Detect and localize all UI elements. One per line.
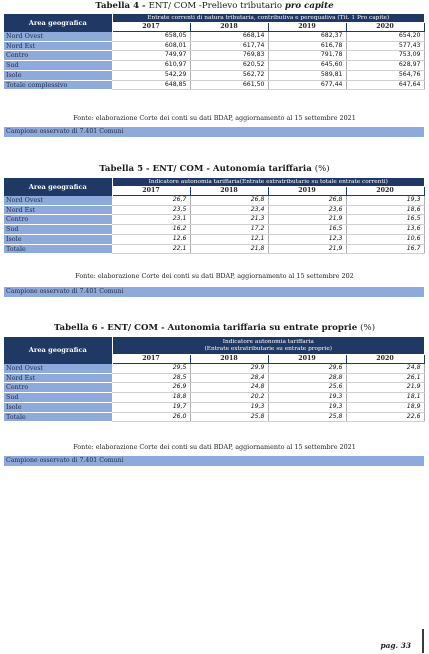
indicator-header-line: Indicatore autonomia tariffaria	[222, 338, 314, 345]
table-cell: 677,44	[268, 80, 346, 90]
table-row	[4, 244, 424, 254]
row-label: Nord Est	[4, 373, 112, 383]
table-cell: 564,76	[346, 70, 424, 80]
row-label: Sud	[4, 225, 112, 235]
table-cell: 29,6	[268, 364, 346, 374]
year-header: 2017	[112, 23, 190, 32]
table-row	[4, 393, 424, 403]
table-6-sample-note: Campione osservato di 7.401 Comuni	[4, 456, 424, 466]
year-header: 2019	[268, 355, 346, 364]
area-column-header: Area geografica	[4, 14, 112, 32]
table-row	[4, 80, 424, 90]
table-cell: 645,60	[268, 61, 346, 71]
table-4-title-prefix: Tabella 4 -	[95, 1, 149, 11]
table-cell: 12,3	[268, 234, 346, 244]
row-label: Totale	[4, 412, 112, 422]
year-header: 2018	[190, 355, 268, 364]
table-cell: 16,5	[346, 215, 424, 225]
area-column-header: Area geografica	[4, 337, 112, 364]
table-cell: 682,37	[268, 32, 346, 42]
table-5-sample-note: Campione osservato di 7.401 Comuni	[4, 287, 424, 297]
table-row	[4, 412, 424, 422]
table-6-title-prefix: Tabella 6 -	[53, 323, 108, 333]
table-cell: 661,50	[190, 80, 268, 90]
table-cell: 616,78	[268, 41, 346, 51]
year-header: 2020	[346, 355, 424, 364]
row-label: Nord Ovest	[4, 196, 112, 206]
row-label: Centro	[4, 383, 112, 393]
row-label: Isole	[4, 234, 112, 244]
table-row	[4, 61, 424, 71]
table-cell: 542,29	[112, 70, 190, 80]
table-cell: 648,85	[112, 80, 190, 90]
indicator-header-line: Entrate correnti di natura tributaria, contributiva e perequativa (Tit. 1 Pro capite)	[147, 14, 390, 21]
table-cell: 610,97	[112, 61, 190, 71]
table-4-sample-note: Campione osservato di 7.401 Comuni	[4, 127, 424, 137]
year-header: 2018	[190, 187, 268, 196]
table-row	[4, 225, 424, 235]
table-cell: 749,97	[112, 51, 190, 61]
table-cell: 18,9	[346, 402, 424, 412]
table-4-title-main: ENT/ COM -Prelievo tributario	[148, 1, 285, 11]
table-5	[4, 178, 425, 254]
table-cell: 28,4	[190, 373, 268, 383]
table-cell: 17,2	[190, 225, 268, 235]
year-header: 2018	[190, 23, 268, 32]
table-row	[4, 373, 424, 383]
row-label: Nord Ovest	[4, 364, 112, 374]
table-cell: 20,2	[190, 393, 268, 403]
table-row	[4, 41, 424, 51]
table-cell: 19,7	[112, 402, 190, 412]
table-cell: 24,8	[190, 383, 268, 393]
indicator-header-line: Indicatore autonomia tariffaria(Entrate extratributarie su totale entrate correnti)	[148, 178, 388, 185]
table-row	[4, 196, 424, 206]
table-cell: 668,14	[190, 32, 268, 42]
table-cell: 26,8	[190, 196, 268, 206]
row-label: Nord Est	[4, 41, 112, 51]
table-cell: 25,8	[268, 412, 346, 422]
table-5-title-prefix: Tabella 5 -	[99, 164, 153, 174]
row-label: Isole	[4, 402, 112, 412]
table-cell: 28,5	[112, 373, 190, 383]
row-label: Totale	[4, 244, 112, 254]
area-column-header: Area geografica	[4, 178, 112, 196]
indicator-header	[112, 14, 424, 23]
table-cell: 10,6	[346, 234, 424, 244]
row-label: Totale complessivo	[4, 80, 112, 90]
table-row	[4, 364, 424, 374]
year-header: 2017	[112, 187, 190, 196]
row-label: Centro	[4, 51, 112, 61]
table-cell: 753,09	[346, 51, 424, 61]
table-cell: 21,9	[268, 215, 346, 225]
table-cell: 26,1	[346, 373, 424, 383]
table-row	[4, 215, 424, 225]
table-row	[4, 383, 424, 393]
row-label: Nord Est	[4, 205, 112, 215]
page-number-rule	[422, 629, 424, 653]
table-cell: 13,6	[346, 225, 424, 235]
table-cell: 577,43	[346, 41, 424, 51]
indicator-header	[112, 178, 424, 187]
table-4-title-italic: pro capite	[284, 1, 334, 11]
table-row	[4, 51, 424, 61]
table-cell: 769,83	[190, 51, 268, 61]
row-label: Sud	[4, 61, 112, 71]
indicator-header-line: (Entrate extratributarie su entrate proprie)	[204, 345, 333, 352]
table-cell: 791,78	[268, 51, 346, 61]
table-cell: 22,6	[346, 412, 424, 422]
table-row	[4, 205, 424, 215]
table-5-title-main: ENT/ COM - Autonomia tariffaria	[152, 164, 315, 174]
table-4-title	[0, 1, 429, 11]
indicator-header	[112, 337, 424, 355]
table-cell: 12,1	[190, 234, 268, 244]
table-cell: 19,3	[346, 196, 424, 206]
table-cell: 29,9	[190, 364, 268, 374]
table-cell: 28,8	[268, 373, 346, 383]
table-4-source: Fonte: elaborazione Corte dei conti su dati BDAP, aggiornamento al 15 settembre 2021	[73, 114, 356, 122]
table-cell: 620,52	[190, 61, 268, 71]
year-header: 2020	[346, 23, 424, 32]
table-4	[4, 14, 425, 90]
row-label: Centro	[4, 215, 112, 225]
table-5-title-suffix: (%)	[314, 164, 330, 174]
table-6	[4, 337, 425, 422]
table-cell: 22,1	[112, 244, 190, 254]
table-row	[4, 402, 424, 412]
table-cell: 23,4	[190, 205, 268, 215]
table-cell: 19,3	[268, 393, 346, 403]
table-cell: 18,1	[346, 393, 424, 403]
year-header: 2019	[268, 23, 346, 32]
year-header: 2017	[112, 355, 190, 364]
year-header: 2019	[268, 187, 346, 196]
table-cell: 16,5	[268, 225, 346, 235]
table-row	[4, 234, 424, 244]
table-cell: 608,01	[112, 41, 190, 51]
table-cell: 654,20	[346, 32, 424, 42]
table-cell: 562,72	[190, 70, 268, 80]
table-cell: 21,3	[190, 215, 268, 225]
table-cell: 16,7	[346, 244, 424, 254]
table-cell: 26,8	[268, 196, 346, 206]
table-cell: 26,9	[112, 383, 190, 393]
table-cell: 617,74	[190, 41, 268, 51]
table-cell: 589,81	[268, 70, 346, 80]
table-cell: 26,7	[112, 196, 190, 206]
table-cell: 24,8	[346, 364, 424, 374]
table-6-title	[0, 323, 429, 333]
table-cell: 21,9	[346, 383, 424, 393]
table-cell: 647,64	[346, 80, 424, 90]
table-5-title	[0, 164, 429, 174]
table-cell: 18,6	[346, 205, 424, 215]
table-cell: 25,6	[268, 383, 346, 393]
year-header: 2020	[346, 187, 424, 196]
table-cell: 21,9	[268, 244, 346, 254]
table-cell: 18,8	[112, 393, 190, 403]
table-cell: 658,05	[112, 32, 190, 42]
table-cell: 25,8	[190, 412, 268, 422]
table-cell: 628,97	[346, 61, 424, 71]
table-cell: 23,1	[112, 215, 190, 225]
table-cell: 19,3	[268, 402, 346, 412]
table-cell: 26,0	[112, 412, 190, 422]
table-cell: 19,3	[190, 402, 268, 412]
table-cell: 16,2	[112, 225, 190, 235]
table-cell: 23,6	[268, 205, 346, 215]
table-cell: 29,5	[112, 364, 190, 374]
page-number: pag. 33	[380, 641, 411, 650]
table-5-source: Fonte: elaborazione Corte dei conti su dati BDAP, aggiornamento al 15 settembre 202	[75, 272, 354, 280]
table-row	[4, 32, 424, 42]
table-6-title-main: ENT/ COM - Autonomia tariffaria su entrate proprie	[107, 323, 361, 333]
table-cell: 21,8	[190, 244, 268, 254]
row-label: Nord Ovest	[4, 32, 112, 42]
table-6-source: Fonte: elaborazione Corte dei conti su dati BDAP, aggiornamento al 15 settembre 2021	[73, 443, 356, 451]
row-label: Isole	[4, 70, 112, 80]
table-cell: 12,6	[112, 234, 190, 244]
table-6-title-suffix: (%)	[360, 323, 376, 333]
table-cell: 23,5	[112, 205, 190, 215]
row-label: Sud	[4, 393, 112, 403]
table-row	[4, 70, 424, 80]
